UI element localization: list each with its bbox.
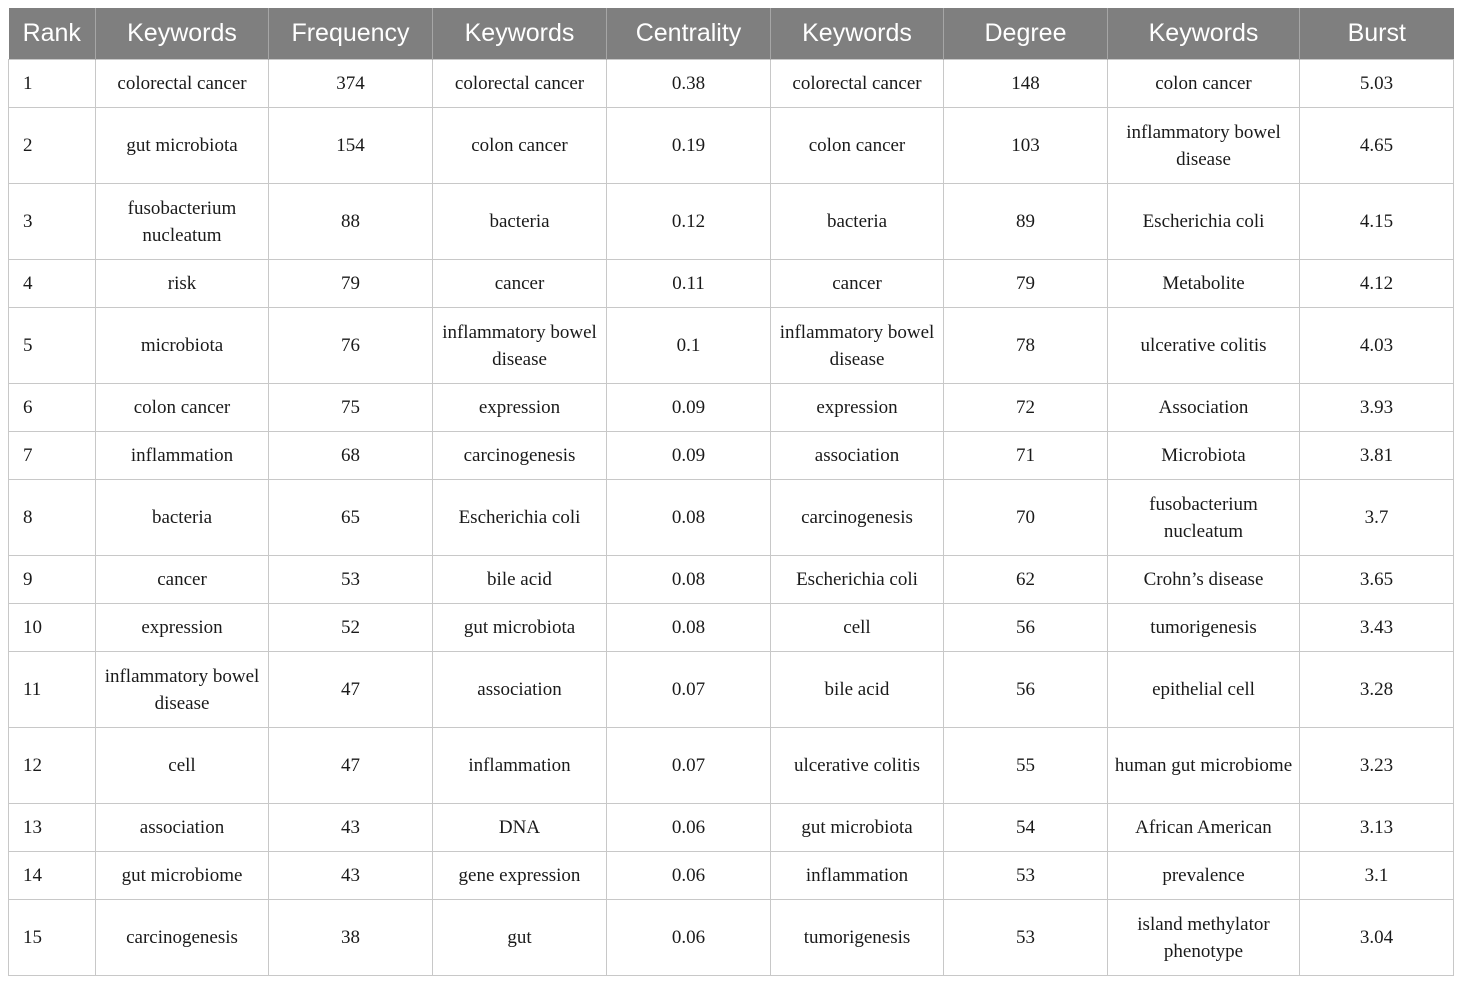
table-row bbox=[9, 804, 1454, 852]
cell-burst: 4.15 bbox=[1300, 184, 1454, 260]
header-degree: Degree bbox=[944, 8, 1108, 60]
cell-keyword-centrality: bile acid bbox=[433, 556, 607, 604]
cell-keyword-centrality: inflammation bbox=[433, 728, 607, 804]
cell-burst: 3.1 bbox=[1300, 852, 1454, 900]
header-frequency: Frequency bbox=[269, 8, 433, 60]
cell-rank: 7 bbox=[9, 432, 96, 480]
cell-keyword-centrality: gut bbox=[433, 900, 607, 976]
cell-burst: 4.65 bbox=[1300, 108, 1454, 184]
header-rank: Rank bbox=[9, 8, 96, 60]
table-row bbox=[9, 184, 1454, 260]
cell-keyword-burst: fusobacterium nucleatum bbox=[1108, 480, 1300, 556]
cell-centrality: 0.38 bbox=[607, 60, 771, 108]
cell-keyword-centrality: association bbox=[433, 652, 607, 728]
cell-keyword-burst: Association bbox=[1108, 384, 1300, 432]
cell-burst: 3.81 bbox=[1300, 432, 1454, 480]
cell-rank: 6 bbox=[9, 384, 96, 432]
cell-centrality: 0.09 bbox=[607, 384, 771, 432]
cell-frequency: 52 bbox=[269, 604, 433, 652]
table-row bbox=[9, 900, 1454, 976]
cell-keyword-degree: Escherichia coli bbox=[771, 556, 944, 604]
cell-burst: 3.23 bbox=[1300, 728, 1454, 804]
cell-centrality: 0.19 bbox=[607, 108, 771, 184]
cell-keyword-burst: Microbiota bbox=[1108, 432, 1300, 480]
cell-keyword-frequency: bacteria bbox=[96, 480, 269, 556]
cell-keyword-burst: human gut microbiome bbox=[1108, 728, 1300, 804]
header-keywords-frequency: Keywords bbox=[96, 8, 269, 60]
cell-keyword-centrality: gut microbiota bbox=[433, 604, 607, 652]
cell-keyword-frequency: cell bbox=[96, 728, 269, 804]
cell-frequency: 374 bbox=[269, 60, 433, 108]
header-keywords-centrality: Keywords bbox=[433, 8, 607, 60]
cell-frequency: 65 bbox=[269, 480, 433, 556]
cell-keyword-centrality: expression bbox=[433, 384, 607, 432]
table-row bbox=[9, 604, 1454, 652]
cell-keyword-degree: colorectal cancer bbox=[771, 60, 944, 108]
cell-frequency: 88 bbox=[269, 184, 433, 260]
table-row bbox=[9, 308, 1454, 384]
cell-keyword-degree: cancer bbox=[771, 260, 944, 308]
cell-rank: 13 bbox=[9, 804, 96, 852]
cell-degree: 103 bbox=[944, 108, 1108, 184]
cell-rank: 8 bbox=[9, 480, 96, 556]
cell-burst: 5.03 bbox=[1300, 60, 1454, 108]
cell-burst: 3.43 bbox=[1300, 604, 1454, 652]
cell-keyword-frequency: inflammatory bowel disease bbox=[96, 652, 269, 728]
header-keywords-degree: Keywords bbox=[771, 8, 944, 60]
cell-centrality: 0.09 bbox=[607, 432, 771, 480]
cell-keyword-burst: ulcerative colitis bbox=[1108, 308, 1300, 384]
cell-keyword-centrality: colon cancer bbox=[433, 108, 607, 184]
table-row bbox=[9, 432, 1454, 480]
cell-keyword-burst: African American bbox=[1108, 804, 1300, 852]
cell-keyword-frequency: gut microbiome bbox=[96, 852, 269, 900]
cell-rank: 3 bbox=[9, 184, 96, 260]
cell-degree: 70 bbox=[944, 480, 1108, 556]
cell-keyword-burst: Escherichia coli bbox=[1108, 184, 1300, 260]
keywords-table-container bbox=[8, 8, 1453, 976]
cell-burst: 3.28 bbox=[1300, 652, 1454, 728]
cell-keyword-centrality: DNA bbox=[433, 804, 607, 852]
cell-keyword-degree: carcinogenesis bbox=[771, 480, 944, 556]
cell-keyword-burst: tumorigenesis bbox=[1108, 604, 1300, 652]
table-row bbox=[9, 384, 1454, 432]
cell-degree: 55 bbox=[944, 728, 1108, 804]
cell-degree: 71 bbox=[944, 432, 1108, 480]
cell-keyword-degree: inflammatory bowel disease bbox=[771, 308, 944, 384]
cell-burst: 3.93 bbox=[1300, 384, 1454, 432]
cell-keyword-burst: epithelial cell bbox=[1108, 652, 1300, 728]
cell-degree: 54 bbox=[944, 804, 1108, 852]
cell-burst: 4.12 bbox=[1300, 260, 1454, 308]
cell-degree: 78 bbox=[944, 308, 1108, 384]
cell-keyword-frequency: expression bbox=[96, 604, 269, 652]
cell-keyword-degree: tumorigenesis bbox=[771, 900, 944, 976]
cell-keyword-degree: gut microbiota bbox=[771, 804, 944, 852]
cell-keyword-degree: bacteria bbox=[771, 184, 944, 260]
cell-keyword-degree: association bbox=[771, 432, 944, 480]
cell-frequency: 79 bbox=[269, 260, 433, 308]
cell-keyword-burst: Metabolite bbox=[1108, 260, 1300, 308]
cell-frequency: 154 bbox=[269, 108, 433, 184]
cell-keyword-degree: inflammation bbox=[771, 852, 944, 900]
cell-keyword-burst: prevalence bbox=[1108, 852, 1300, 900]
cell-frequency: 43 bbox=[269, 852, 433, 900]
cell-centrality: 0.07 bbox=[607, 728, 771, 804]
cell-degree: 79 bbox=[944, 260, 1108, 308]
cell-keyword-frequency: association bbox=[96, 804, 269, 852]
cell-frequency: 43 bbox=[269, 804, 433, 852]
cell-rank: 15 bbox=[9, 900, 96, 976]
cell-centrality: 0.08 bbox=[607, 480, 771, 556]
header-keywords-burst: Keywords bbox=[1108, 8, 1300, 60]
table-row bbox=[9, 108, 1454, 184]
cell-keyword-frequency: fusobacterium nucleatum bbox=[96, 184, 269, 260]
header-burst: Burst bbox=[1300, 8, 1454, 60]
cell-rank: 14 bbox=[9, 852, 96, 900]
cell-burst: 3.65 bbox=[1300, 556, 1454, 604]
table-row bbox=[9, 260, 1454, 308]
cell-degree: 148 bbox=[944, 60, 1108, 108]
cell-rank: 5 bbox=[9, 308, 96, 384]
cell-burst: 3.13 bbox=[1300, 804, 1454, 852]
cell-frequency: 47 bbox=[269, 652, 433, 728]
cell-keyword-burst: colon cancer bbox=[1108, 60, 1300, 108]
cell-keyword-burst: Crohn’s disease bbox=[1108, 556, 1300, 604]
cell-centrality: 0.12 bbox=[607, 184, 771, 260]
cell-centrality: 0.06 bbox=[607, 852, 771, 900]
cell-centrality: 0.08 bbox=[607, 556, 771, 604]
cell-degree: 89 bbox=[944, 184, 1108, 260]
cell-degree: 53 bbox=[944, 900, 1108, 976]
cell-centrality: 0.06 bbox=[607, 900, 771, 976]
keywords-table bbox=[8, 8, 1454, 976]
cell-keyword-burst: island methylator phenotype bbox=[1108, 900, 1300, 976]
cell-keyword-centrality: carcinogenesis bbox=[433, 432, 607, 480]
cell-centrality: 0.1 bbox=[607, 308, 771, 384]
cell-burst: 4.03 bbox=[1300, 308, 1454, 384]
cell-keyword-frequency: risk bbox=[96, 260, 269, 308]
cell-burst: 3.7 bbox=[1300, 480, 1454, 556]
cell-keyword-burst: inflammatory bowel disease bbox=[1108, 108, 1300, 184]
cell-centrality: 0.08 bbox=[607, 604, 771, 652]
cell-keyword-frequency: cancer bbox=[96, 556, 269, 604]
cell-keyword-degree: cell bbox=[771, 604, 944, 652]
cell-keyword-centrality: cancer bbox=[433, 260, 607, 308]
cell-rank: 10 bbox=[9, 604, 96, 652]
cell-centrality: 0.06 bbox=[607, 804, 771, 852]
cell-keyword-centrality: gene expression bbox=[433, 852, 607, 900]
cell-frequency: 76 bbox=[269, 308, 433, 384]
cell-degree: 56 bbox=[944, 604, 1108, 652]
table-row bbox=[9, 60, 1454, 108]
cell-keyword-degree: expression bbox=[771, 384, 944, 432]
cell-centrality: 0.07 bbox=[607, 652, 771, 728]
cell-keyword-centrality: Escherichia coli bbox=[433, 480, 607, 556]
cell-keyword-centrality: inflammatory bowel disease bbox=[433, 308, 607, 384]
table-row bbox=[9, 852, 1454, 900]
table-row bbox=[9, 480, 1454, 556]
table-row bbox=[9, 556, 1454, 604]
cell-keyword-frequency: gut microbiota bbox=[96, 108, 269, 184]
cell-keyword-frequency: microbiota bbox=[96, 308, 269, 384]
cell-centrality: 0.11 bbox=[607, 260, 771, 308]
cell-keyword-degree: ulcerative colitis bbox=[771, 728, 944, 804]
table-row bbox=[9, 728, 1454, 804]
cell-frequency: 47 bbox=[269, 728, 433, 804]
cell-keyword-centrality: colorectal cancer bbox=[433, 60, 607, 108]
cell-rank: 12 bbox=[9, 728, 96, 804]
cell-keyword-degree: bile acid bbox=[771, 652, 944, 728]
cell-frequency: 75 bbox=[269, 384, 433, 432]
cell-degree: 72 bbox=[944, 384, 1108, 432]
cell-rank: 9 bbox=[9, 556, 96, 604]
cell-rank: 11 bbox=[9, 652, 96, 728]
cell-keyword-frequency: colorectal cancer bbox=[96, 60, 269, 108]
table-header-row bbox=[9, 8, 1454, 60]
cell-frequency: 68 bbox=[269, 432, 433, 480]
cell-burst: 3.04 bbox=[1300, 900, 1454, 976]
cell-keyword-degree: colon cancer bbox=[771, 108, 944, 184]
cell-degree: 56 bbox=[944, 652, 1108, 728]
cell-keyword-centrality: bacteria bbox=[433, 184, 607, 260]
table-row bbox=[9, 652, 1454, 728]
header-centrality: Centrality bbox=[607, 8, 771, 60]
cell-rank: 2 bbox=[9, 108, 96, 184]
cell-frequency: 53 bbox=[269, 556, 433, 604]
cell-rank: 1 bbox=[9, 60, 96, 108]
cell-frequency: 38 bbox=[269, 900, 433, 976]
cell-degree: 53 bbox=[944, 852, 1108, 900]
cell-keyword-frequency: carcinogenesis bbox=[96, 900, 269, 976]
cell-keyword-frequency: colon cancer bbox=[96, 384, 269, 432]
cell-rank: 4 bbox=[9, 260, 96, 308]
cell-keyword-frequency: inflammation bbox=[96, 432, 269, 480]
cell-degree: 62 bbox=[944, 556, 1108, 604]
